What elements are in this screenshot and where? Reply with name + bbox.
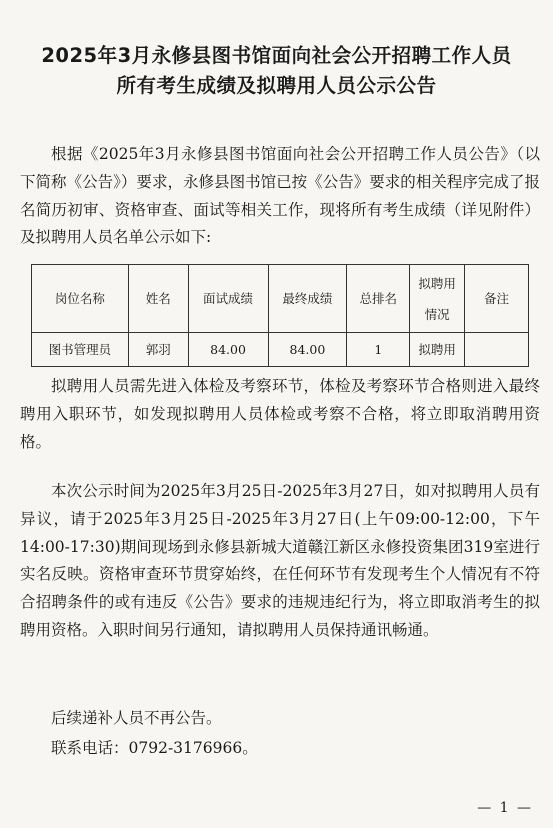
cell-rank: 1 (347, 333, 410, 367)
header-interview: 面试成绩 (188, 265, 268, 333)
cell-position: 图书管理员 (32, 333, 129, 367)
header-remark: 备注 (465, 265, 529, 333)
title-line-2: 所有考生成绩及拟聘用人员公示公告 (116, 74, 437, 97)
header-hire (410, 265, 465, 333)
no-supplement-paragraph: 后续递补人员不再公告。 (51, 709, 222, 727)
header-hire-line-2: 情况 (424, 306, 450, 322)
header-rank: 总排名 (347, 265, 410, 333)
contact-paragraph: 联系电话：0792-3176966。 (51, 739, 258, 757)
header-hire-line-1: 拟聘用 (418, 275, 456, 291)
intro-paragraph: 根据《2025年3月永修县图书馆面向社会公开招聘工作人员公告》（以下简称《公告》）要求，永修县图书馆已按《公告》要求的相关程序完成了报名简历初审、资格审查、面试等相关工作，现将所有考生成绩（详见附件）及拟聘用人员名单公示如下: (20, 145, 540, 247)
header-final: 最终成绩 (268, 265, 347, 333)
header-name: 姓名 (128, 265, 188, 333)
cell-name: 郭羽 (128, 333, 188, 367)
objection-paragraph: 本次公示时间为2025年3月25日-2025年3月27日，如对拟聘用人员有异议，请于2025年3月25日-2025年3月27日(上午09:00-12:00，下午14:00-17:30)期间现场到永修县新城大道赣江新区永修投资集团319室进行实名反映。资格审查环节贯穿始终，在任何环节有发现考生个人情况有不符合招聘条件的或有违反《公告》要求的违规违纪行为，将立即取消考生的拟聘用资格。入职时间另行通知，请拟聘用人员保持通讯畅通。 (20, 482, 540, 639)
table-row (32, 333, 529, 367)
exam-paragraph: 拟聘用人员需先进入体检及考察环节，体检及考察环节合格则进入最终聘用入职环节，如发现拟聘用人员体检或考察不合格，将立即取消聘用资格。 (20, 377, 540, 451)
cell-final: 84.00 (268, 333, 347, 367)
header-position: 岗位名称 (32, 265, 129, 333)
cell-remark (465, 333, 529, 367)
cell-hire: 拟聘用 (410, 333, 465, 367)
table-header-row (32, 265, 529, 333)
title-line-1: 2025年3月永修县图书馆面向社会公开招聘工作人员 (41, 44, 512, 67)
cell-interview: 84.00 (188, 333, 268, 367)
page-number: — 1 — (477, 800, 533, 816)
candidate-table (31, 264, 529, 367)
